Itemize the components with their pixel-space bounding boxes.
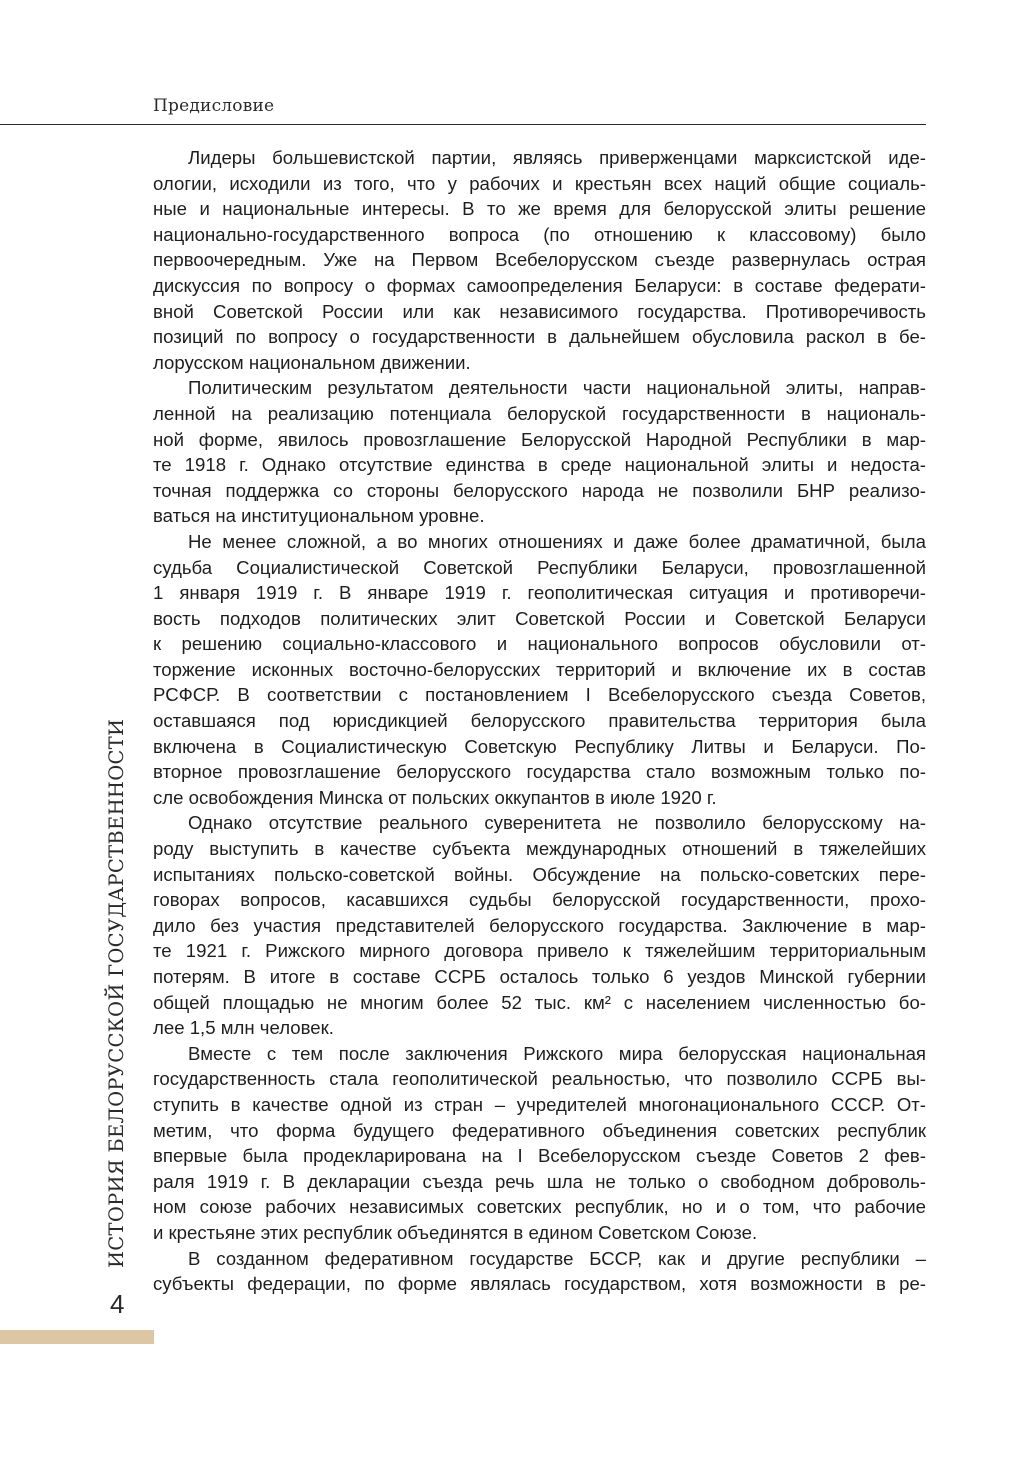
text-line: Вместе с тем после заключения Рижского мира белорусская национальная bbox=[188, 1042, 926, 1064]
text-line: ном союзе рабочих независимых советских республик, но и о том, что рабочие bbox=[153, 1196, 926, 1218]
text-line: к решению социально-классового и национального вопросов обусловили от- bbox=[153, 633, 926, 655]
text-line: 1 января 1919 г. В январе 1919 г. геополитическая ситуация и противоречи- bbox=[153, 582, 926, 604]
paragraph bbox=[153, 1041, 926, 1246]
text-line: торжение исконных восточно-белорусских территорий и включение их в состав bbox=[153, 658, 926, 680]
text-line: включена в Социалистическую Советскую Республику Литвы и Беларуси. По- bbox=[153, 735, 926, 757]
text-line: субъекты федерации, по форме являлась государством, хотя возможности в ре- bbox=[153, 1273, 926, 1295]
paragraph bbox=[153, 375, 926, 529]
text-line: роду выступить в качестве субъекта международных отношений в тяжелейших bbox=[153, 838, 926, 860]
paragraph bbox=[153, 1246, 926, 1297]
text-line: дискуссия по вопросу о формах самоопределения Беларуси: в составе федерати- bbox=[153, 274, 926, 296]
text-line: вость подходов политических элит Советской России и Советской Беларуси bbox=[153, 607, 926, 629]
text-line: те 1918 г. Однако отсутствие единства в среде национальной элиты и недоста- bbox=[153, 454, 926, 476]
text-line: оставшаяся под юрисдикцией белорусского правительства территория была bbox=[153, 710, 926, 732]
text-line: лее 1,5 млн человек. bbox=[153, 1017, 334, 1039]
text-line: ной форме, явилось провозглашение Белорусской Народной Республики в мар- bbox=[153, 428, 926, 450]
text-line: вторное провозглашение белорусского государства стало возможным только по- bbox=[153, 761, 926, 783]
text-line: национально-государственного вопроса (по отношению к классовому) было bbox=[153, 223, 926, 245]
text-line: испытаниях польско-советской войны. Обсуждение на польско-советских пере- bbox=[153, 863, 926, 885]
text-line: ленной на реализацию потенциала белоруской государственности в националь- bbox=[153, 402, 926, 424]
text-line: Политическим результатом деятельности части национальной элиты, направ- bbox=[188, 377, 926, 399]
text-line: метим, что форма будущего федеративного объединения советских республик bbox=[153, 1119, 926, 1141]
text-line: судьба Социалистической Советской Республики Беларуси, провозглашенной bbox=[153, 556, 926, 578]
text-line: сле освобождения Минска от польских оккупантов в июле 1920 г. bbox=[153, 786, 717, 808]
text-line: лорусском национальном движении. bbox=[153, 351, 471, 373]
page-number: 4 bbox=[110, 1289, 125, 1319]
text-line: дило без участия представителей белорусского государства. Заключение в мар- bbox=[153, 914, 926, 936]
body-text bbox=[153, 145, 926, 1297]
text-line: РСФСР. В соответствии с постановлением I Всебелорусского съезда Советов, bbox=[153, 684, 926, 706]
text-line: говорах вопросов, касавшихся судьбы белорусской государственности, прохо- bbox=[153, 889, 926, 911]
text-line: ваться на институциональном уровне. bbox=[153, 505, 485, 527]
text-line: ные и национальные интересы. В то же время для белорусской элиты решение bbox=[153, 198, 926, 220]
text-line: первоочередным. Уже на Первом Всебелорусском съезде развернулась острая bbox=[153, 249, 926, 271]
text-line: и крестьяне этих республик объединятся в едином Советском Союзе. bbox=[153, 1221, 758, 1243]
text-line: впервые была продекларирована на I Всебелорусском съезде Советов 2 фев- bbox=[153, 1145, 926, 1167]
running-head-title: Предисловие bbox=[153, 96, 275, 116]
paragraph bbox=[153, 810, 926, 1040]
paragraph bbox=[153, 529, 926, 811]
text-line: Не менее сложной, а во многих отношениях и даже более драматичной, была bbox=[188, 530, 926, 552]
text-line: точная поддержка со стороны белорусского народа не позволили БНР реализо- bbox=[153, 479, 926, 501]
spine-book-title: ИСТОРИЯ БЕЛОРУССКОЙ ГОСУДАРСТВЕННОСТИ bbox=[105, 718, 128, 1268]
text-line: ологии, исходили из того, что у рабочих и крестьян всех наций общие социаль- bbox=[153, 172, 926, 194]
text-line: ступить в качестве одной из стран – учредителей многонационального СССР. От- bbox=[153, 1093, 926, 1115]
header-divider bbox=[0, 124, 926, 125]
text-line: Однако отсутствие реального суверенитета не позволило белорусскому на- bbox=[188, 812, 926, 834]
text-line: раля 1919 г. В декларации съезда речь шла не только о свободном доброволь- bbox=[153, 1170, 926, 1192]
text-line: потерям. В итоге в составе ССРБ осталось только 6 уездов Минской губернии bbox=[153, 966, 926, 987]
text-line: государственность стала геополитической реальностью, что позволило ССРБ вы- bbox=[153, 1068, 926, 1090]
text-line: позиций по вопросу о государственности в дальнейшем обусловила раскол в бе- bbox=[153, 326, 926, 348]
text-line: В созданном федеративном государстве БССР, как и другие республики – bbox=[188, 1247, 926, 1269]
text-line: общей площадью не многим более 52 тыс. км² с населением численностью бо- bbox=[153, 991, 926, 1013]
text-line: те 1921 г. Рижского мирного договора привело к тяжелейшим территориальным bbox=[153, 940, 926, 962]
footer-accent-bar bbox=[0, 1330, 154, 1344]
paragraph bbox=[153, 145, 926, 375]
text-line: Лидеры большевистской партии, являясь приверженцами марксистской иде- bbox=[188, 147, 926, 168]
text-line: вной Советской России или как независимого государства. Противоречивость bbox=[153, 300, 926, 322]
